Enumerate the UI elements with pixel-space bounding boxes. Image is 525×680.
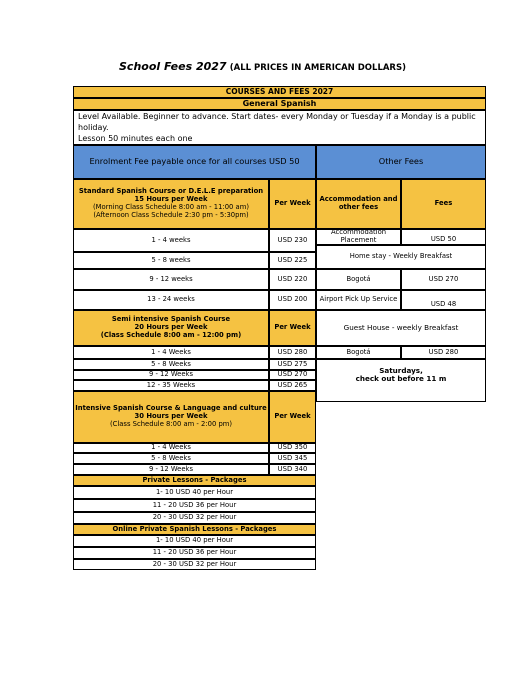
online-lessons-header: Online Private Spanish Lessons - Packages	[73, 524, 316, 535]
homestay-city: Bogotá	[316, 269, 401, 290]
table-row: 5 - 8 weeks	[73, 252, 269, 269]
intro-block	[73, 110, 486, 145]
guesthouse-price: USD 280	[401, 346, 486, 359]
guesthouse-city: Bogotá	[316, 346, 401, 359]
airport-pickup-label: Airport Pick Up Service	[316, 290, 401, 310]
private-lessons-header: Private Lessons - Packages	[73, 475, 316, 486]
general-spanish-banner: General Spanish	[73, 98, 486, 110]
airport-pickup-price: USD 48	[401, 290, 486, 310]
page-title	[0, 60, 525, 73]
list-item: 1- 10 USD 40 per Hour	[73, 486, 316, 499]
list-item: 20 - 30 USD 32 per Hour	[73, 559, 316, 570]
checkout-note	[316, 359, 486, 402]
accommodation-placement-label: Accommodation Placement	[316, 229, 401, 245]
table-cell-price: USD 265	[269, 380, 316, 391]
intensive-hours: 30 Hours per Week	[134, 412, 208, 421]
table-cell-price: USD 275	[269, 359, 316, 370]
table-cell-price: USD 230	[269, 229, 316, 252]
homestay-label: Home stay - Weekly Breakfast	[316, 245, 486, 269]
checkout-line1: Saturdays,	[379, 366, 423, 375]
table-row: 1 - 4 Weeks	[73, 443, 269, 453]
table-row: 5 - 8 Weeks	[73, 453, 269, 464]
courses-fees-banner: COURSES AND FEES 2027	[73, 86, 486, 98]
intensive-schedule: (Class Schedule 8:00 am - 2:00 pm)	[109, 419, 233, 428]
title-sub: (ALL PRICES IN AMERICAN DOLLARS)	[229, 63, 406, 73]
table-cell-price: USD 345	[269, 453, 316, 464]
standard-title: Standard Spanish Course or D.E.L.E preparation	[78, 187, 264, 196]
semi-per-week: Per Week	[269, 310, 316, 346]
standard-afternoon: (Afternoon Class Schedule 2:30 pm - 5:30pm)	[93, 210, 249, 219]
table-cell-price: USD 350	[269, 443, 316, 453]
semi-schedule: (Class Schedule 8:00 am - 12:00 pm)	[100, 330, 242, 339]
table-row: 5 - 8 Weeks	[73, 359, 269, 370]
semi-intensive-header	[73, 310, 269, 346]
table-row: 9 - 12 Weeks	[73, 370, 269, 380]
table-row: 13 - 24 weeks	[73, 290, 269, 310]
semi-title: Semi intensive Spanish Course	[111, 315, 231, 324]
intro-line2: Lesson 50 minutes each one	[78, 133, 193, 143]
intensive-header	[73, 391, 269, 443]
intensive-title: Intensive Spanish Course & Language and culture	[75, 404, 267, 413]
accommodation-placement-price: USD 50	[401, 229, 486, 245]
table-cell-price: USD 200	[269, 290, 316, 310]
standard-hours: 15 Hours per Week	[134, 195, 208, 204]
semi-hours: 20 Hours per Week	[134, 323, 208, 332]
intensive-per-week: Per Week	[269, 391, 316, 443]
table-row: 9 - 12 Weeks	[73, 464, 269, 475]
table-cell-price: USD 225	[269, 252, 316, 269]
table-cell-price: USD 280	[269, 346, 316, 359]
fees-header: Fees	[401, 179, 486, 229]
guesthouse-label: Guest House - weekly Breakfast	[316, 310, 486, 346]
enrolment-fee-header: Enrolment Fee payable once for all courses USD 50	[73, 145, 316, 179]
standard-per-week: Per Week	[269, 179, 316, 229]
table-row: 12 - 35 Weeks	[73, 380, 269, 391]
checkout-line2: check out before 11 m	[355, 374, 447, 384]
list-item: 1- 10 USD 40 per Hour	[73, 535, 316, 547]
accommodation-header: Accommodation and other fees	[316, 179, 401, 229]
table-cell-price: USD 270	[269, 370, 316, 380]
title-main: School Fees 2027	[119, 60, 227, 73]
table-row: 9 - 12 weeks	[73, 269, 269, 290]
homestay-price: USD 270	[401, 269, 486, 290]
table-cell-price: USD 340	[269, 464, 316, 475]
list-item: 11 - 20 USD 36 per Hour	[73, 547, 316, 559]
table-row: 1 - 4 weeks	[73, 229, 269, 252]
table-cell-price: USD 220	[269, 269, 316, 290]
table-row: 1 - 4 Weeks	[73, 346, 269, 359]
intro-line1: Level Available. Beginner to advance. Start dates- every Monday or Tuesday if a Monday is a public holiday.	[78, 112, 476, 132]
list-item: 11 - 20 USD 36 per Hour	[73, 499, 316, 512]
standard-morning: (Morning Class Schedule 8:00 am - 11:00 am)	[93, 203, 249, 211]
list-item: 20 - 30 USD 32 per Hour	[73, 512, 316, 524]
other-fees-header: Other Fees	[316, 145, 486, 179]
standard-course-header	[73, 179, 269, 229]
